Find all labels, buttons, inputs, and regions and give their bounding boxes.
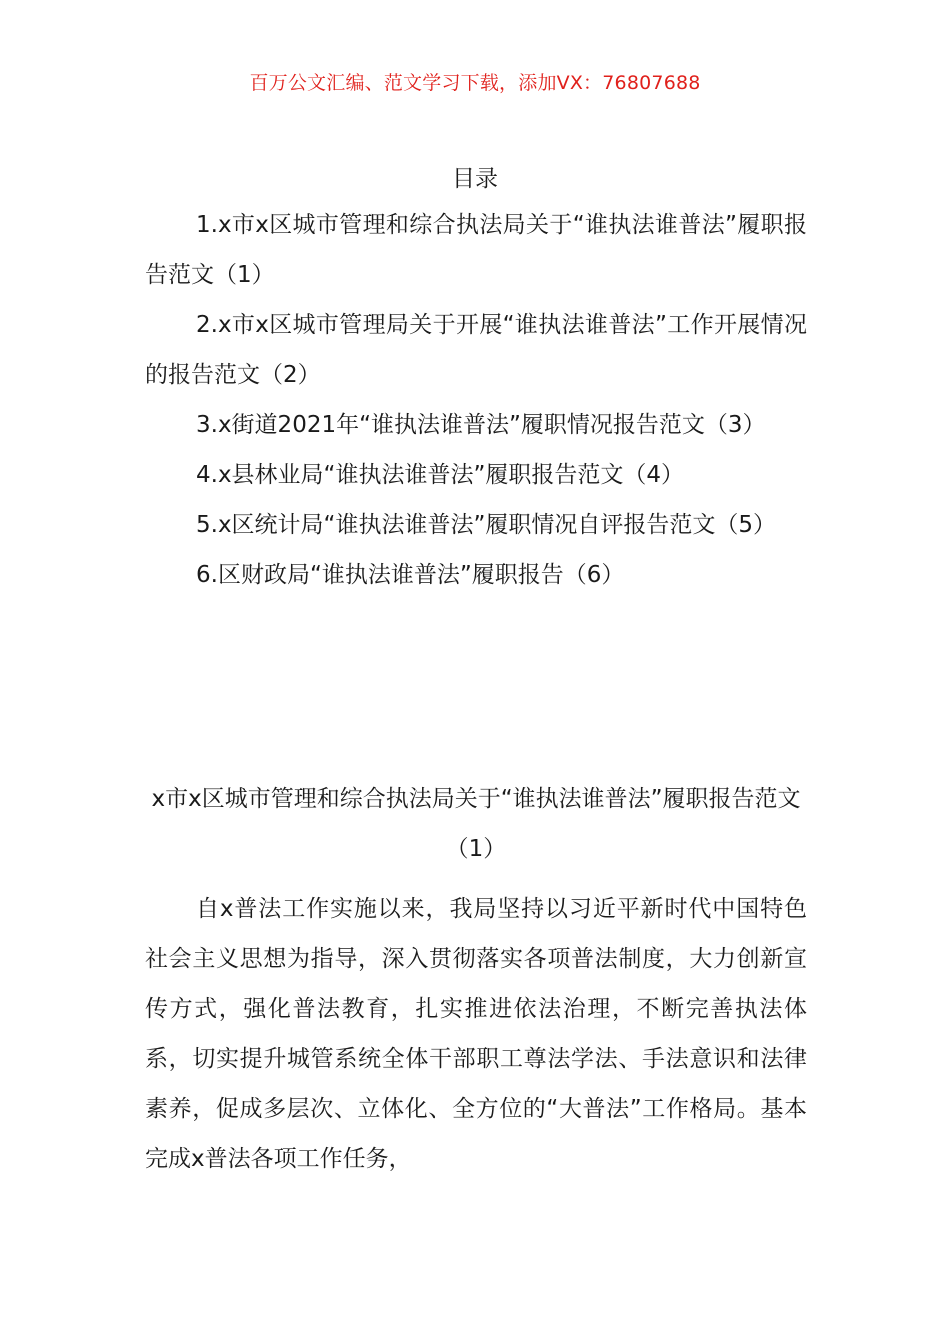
toc-entry-6: 6.区财政局“谁执法谁普法”履职报告（6）	[196, 562, 625, 588]
toc-entry-1: 1.x市x区城市管理和综合执法局关于“谁执法谁普法”履职报告范文（1）	[145, 212, 807, 288]
toc-entry-5: 5.x区统计局“谁执法谁普法”履职情况自评报告范文（5）	[196, 512, 777, 538]
body-paragraph: 自x普法工作实施以来，我局坚持以习近平新时代中国特色社会主义思想为指导，深入贯彻落实各项普法制度，大力创新宣传方式，强化普法教育，扎实推进依法治理，不断完善执法体系，切实提升城管系统全体干部职工尊法学法、手法意识和法律素养，促成多层次、立体化、全方位的“大普法”工作格局。基本完成x普法各项工作任务，	[145, 896, 807, 1172]
header-banner: 百万公文汇编、范文学习下载，添加VX：76807688	[249, 72, 701, 94]
toc-heading: 目录	[452, 166, 498, 192]
toc-entry-2: 2.x市x区城市管理局关于开展“谁执法谁普法”工作开展情况的报告范文（2）	[145, 312, 807, 388]
document-title: x市x区城市管理和综合执法局关于“谁执法谁普法”履职报告范文（1）	[151, 786, 801, 862]
table-of-contents	[145, 200, 807, 600]
toc-entry-4: 4.x县林业局“谁执法谁普法”履职报告范文（4）	[196, 462, 685, 488]
toc-entry-3: 3.x街道2021年“谁执法谁普法”履职情况报告范文（3）	[196, 412, 766, 438]
